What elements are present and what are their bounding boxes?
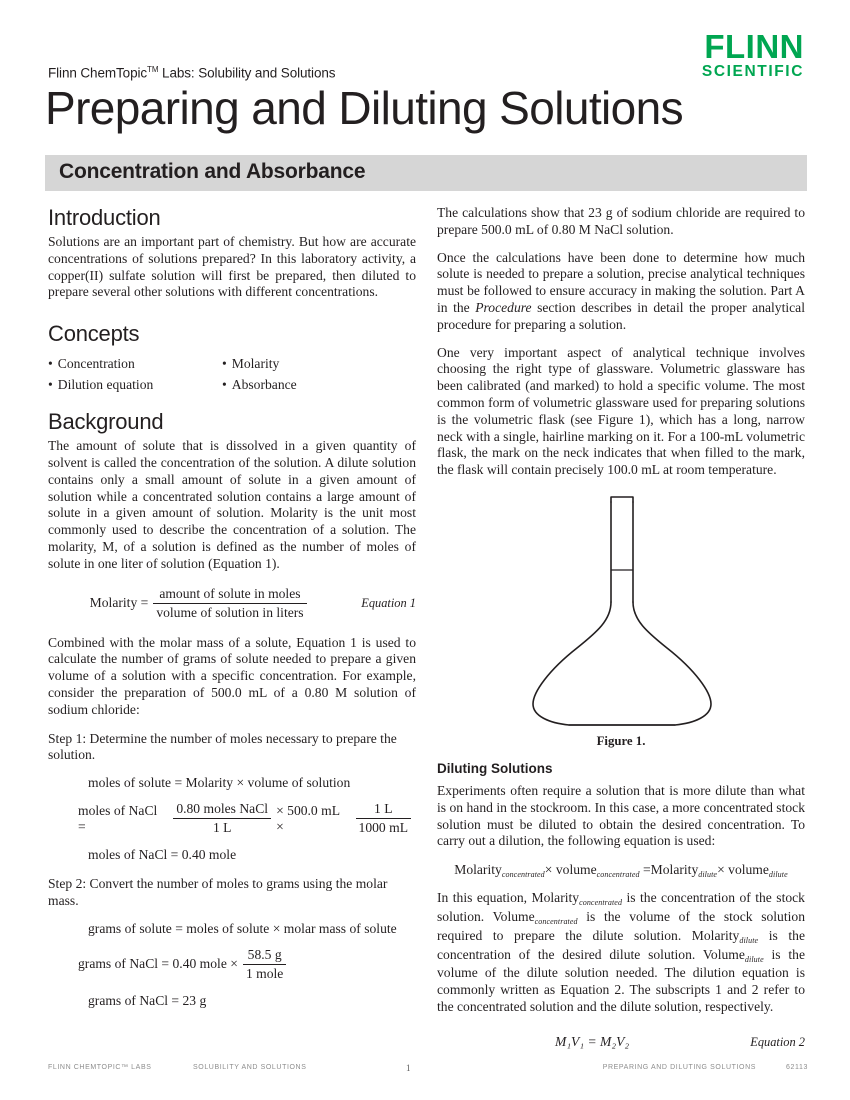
right-paragraph-2a: Once the calculations have been done to determine how much solute is needed to prepare a solution, precise analytical techniques must be followed to ensure accuracy in making the solution. Part A in the — [437, 249, 805, 315]
step-2-line-1: grams of solute = moles of solute × molar mass of solute — [88, 920, 397, 936]
subtitle-text: Concentration and Absorbance — [59, 160, 366, 183]
dil-op-2: × volume — [717, 862, 769, 878]
list-item — [222, 353, 396, 374]
page-footer — [48, 1064, 808, 1078]
step-2-line-3: grams of NaCl = 23 g — [88, 992, 207, 1008]
equation-1-body — [48, 586, 353, 621]
step-1-frac1-denominator: 1 L — [212, 820, 232, 836]
subtitle-banner — [45, 155, 807, 191]
dp2-sub-5: dilute — [739, 935, 759, 945]
heading-concepts: Concepts — [48, 321, 140, 347]
footer-topic: SOLUBILITY AND SOLUTIONS — [193, 1064, 307, 1071]
concepts-column-1 — [48, 353, 222, 395]
dp2-part-2: is the concentration of the stock solution. Volume — [437, 890, 805, 924]
figure-volumetric-flask — [437, 490, 805, 742]
step-1-line-2 — [78, 801, 416, 836]
dil-term-3: Molarity — [650, 862, 699, 878]
equation-2-label: Equation 2 — [750, 1034, 805, 1049]
dp2-sub-1: concentrated — [579, 898, 623, 908]
dil-term-1: Molarity — [454, 862, 502, 878]
equation-1-numerator: amount of solute in moles — [159, 585, 301, 601]
concept-label: Absorbance — [231, 377, 297, 393]
right-paragraph-3: One very important aspect of analytical technique involves choosing the right type of glassware. Volumetric glassware has been calibrated (and marked) to hold a specific volume. The most common form of volumetric glassware used for preparing solutions is the volumetric flask (see Figure 1), which has a long, narrow neck with a single, hairline marking on it. For a 100-mL volumetric flask, the mark on the neck indicates that when filled to the mark, the flask will contain precisely 100.0 mL at room temperature. — [437, 344, 805, 478]
step-1-lhs: moles of NaCl = — [78, 802, 158, 834]
concepts-list — [48, 353, 416, 395]
list-item — [48, 374, 222, 395]
dil-op-1: × volume — [544, 862, 597, 878]
dil-term-4-subscript: dilute — [768, 870, 788, 880]
equation-1-lhs: Molarity = — [89, 595, 149, 611]
equation-2-row — [437, 1034, 805, 1050]
heading-introduction: Introduction — [48, 205, 161, 230]
step-1-line-3: moles of NaCl = 0.40 mole — [88, 847, 237, 863]
step-1-fraction-1 — [173, 801, 271, 836]
dil-term-3-subscript: dilute — [698, 870, 718, 880]
left-column — [48, 205, 416, 1019]
step-1-fraction-2 — [356, 801, 411, 836]
right-column — [437, 205, 805, 1050]
diluting-paragraph-1: Experiments often require a solution that is more dilute than what is on hand in the stockroom. In this case, a more concentrated stock solution must be diluted to obtain the desired concentration. To carry out a dilution, the following equation is used: — [437, 782, 805, 849]
step-1-line-1: moles of solute = Molarity × volume of solution — [88, 775, 351, 791]
equation-1 — [48, 586, 416, 621]
step-1-lead: Step 1: Determine the number of moles necessary to prepare the solution. — [48, 730, 397, 763]
concept-label: Dilution equation — [57, 377, 154, 393]
dp2-part-4: is the volume of the stock solution required to prepare the dilute solution. Molarity — [437, 908, 806, 943]
dp2-sub-7: dilute — [744, 954, 764, 964]
equation-1-fraction — [153, 586, 306, 621]
dp2-sub-3: concentrated — [534, 916, 578, 926]
equation-2-expression: M₁V₁ = M₂V₂ — [555, 1033, 630, 1049]
diluting-paragraph-2 — [437, 890, 805, 1016]
step-1-frac2-denominator: 1000 mL — [358, 820, 408, 836]
background-paragraph-1: The amount of solute that is dissolved in a given quantity of solvent is called the concentration of the solution. A dilute solution contains only a small amount of solute in a given amount of solution while a concentrated solution contains a large amount of solute in a given amount of solution. Molarity is the unit most commonly used to describe the concentration of a solution. The molarity, M, of a solution is defined as the number of moles of solute in one liter of solution (Equation 1). — [48, 438, 416, 571]
concepts-column-2 — [222, 353, 396, 395]
step-1-frac1-numerator: 0.80 moles NaCl — [176, 801, 269, 817]
list-item — [222, 374, 396, 395]
trademark-icon: TM — [147, 65, 159, 74]
step-2-fraction — [243, 947, 286, 982]
list-item — [48, 353, 222, 374]
step-2-lhs: grams of NaCl = 0.40 mole × — [78, 956, 238, 972]
right-paragraph-2 — [437, 250, 805, 334]
step-2-frac-numerator: 58.5 g — [247, 946, 282, 962]
volumetric-flask-icon — [437, 490, 805, 742]
dilution-equation — [437, 862, 805, 878]
brand-flinn-text: FLINN — [704, 28, 804, 65]
dil-term-1-subscript: concentrated — [501, 870, 545, 880]
equation-1-label: Equation 1 — [361, 595, 416, 610]
right-paragraph-1: The calculations show that 23 g of sodium chloride are required to prepare 500.0 mL of 0.80 M NaCl solution. — [437, 205, 805, 237]
series-kicker — [48, 65, 335, 81]
kicker-suffix: Labs: Solubility and Solutions — [158, 65, 336, 81]
footer-activity-title: PREPARING AND DILUTING SOLUTIONS — [602, 1064, 756, 1071]
heading-background: Background — [48, 409, 164, 435]
procedure-reference: Procedure — [475, 299, 532, 315]
dp2-part-0: In this equation, Molarity — [437, 890, 580, 906]
step-1-mid: × 500.0 mL × — [276, 802, 340, 834]
footer-page-number: 1 — [406, 1063, 412, 1073]
equation-1-denominator: volume of solution in liters — [156, 604, 304, 620]
page-title: Preparing and Diluting Solutions — [45, 82, 683, 134]
step-1-frac2-numerator: 1 L — [374, 801, 393, 817]
heading-diluting-solutions: Diluting Solutions — [437, 760, 553, 776]
footer-catalog-code: 62113 — [786, 1064, 808, 1071]
bullet-icon: • — [48, 356, 53, 372]
kicker-prefix: Flinn ChemTopic — [48, 65, 148, 81]
step-2-lead: Step 2: Convert the number of moles to grams using the molar mass. — [48, 876, 388, 908]
step-2-frac-denominator: 1 mole — [245, 965, 284, 981]
dil-term-2-subscript: concentrated — [596, 870, 640, 880]
introduction-paragraph: Solutions are an important part of chemistry. But how are accurate concentrations of solutions prepared? In this laboratory activity, a copper(II) sulfate solution will first be prepared, then diluted to prepare several other solutions with different concentrations. — [48, 234, 416, 300]
brand-scientific-text: SCIENTIFIC — [701, 63, 804, 80]
footer-series: FLINN CHEMTOPIC™ LABS — [48, 1064, 152, 1071]
dil-equals: = — [643, 862, 651, 878]
right-paragraph-2b: section describes in detail the proper analytical procedure for preparing a solution. — [437, 299, 805, 332]
concept-label: Concentration — [57, 356, 135, 372]
step-2-line-2 — [78, 947, 416, 982]
background-paragraph-2: Combined with the molar mass of a solute, Equation 1 is used to calculate the number of grams of solute needed to prepare a given volume of a solution with a specific concentration. For example, consider the preparation of 500.0 mL of a 0.80 M solution of sodium chloride: — [48, 634, 416, 717]
dp2-part-8: is the volume of the dilute solution needed. The dilution equation is commonly written as Equation 2. The subscripts 1 and 2 refer to the concentrated solution and the dilute solution, respectively. — [437, 946, 805, 1014]
bullet-icon: • — [222, 356, 227, 372]
bullet-icon: • — [48, 377, 53, 393]
figure-caption: Figure 1. — [596, 733, 646, 748]
concept-label: Molarity — [231, 356, 280, 372]
dp2-part-6: is the concentration of the desired dilute solution. Volume — [437, 927, 805, 962]
bullet-icon: • — [222, 377, 227, 393]
flinn-scientific-logo — [702, 30, 804, 80]
